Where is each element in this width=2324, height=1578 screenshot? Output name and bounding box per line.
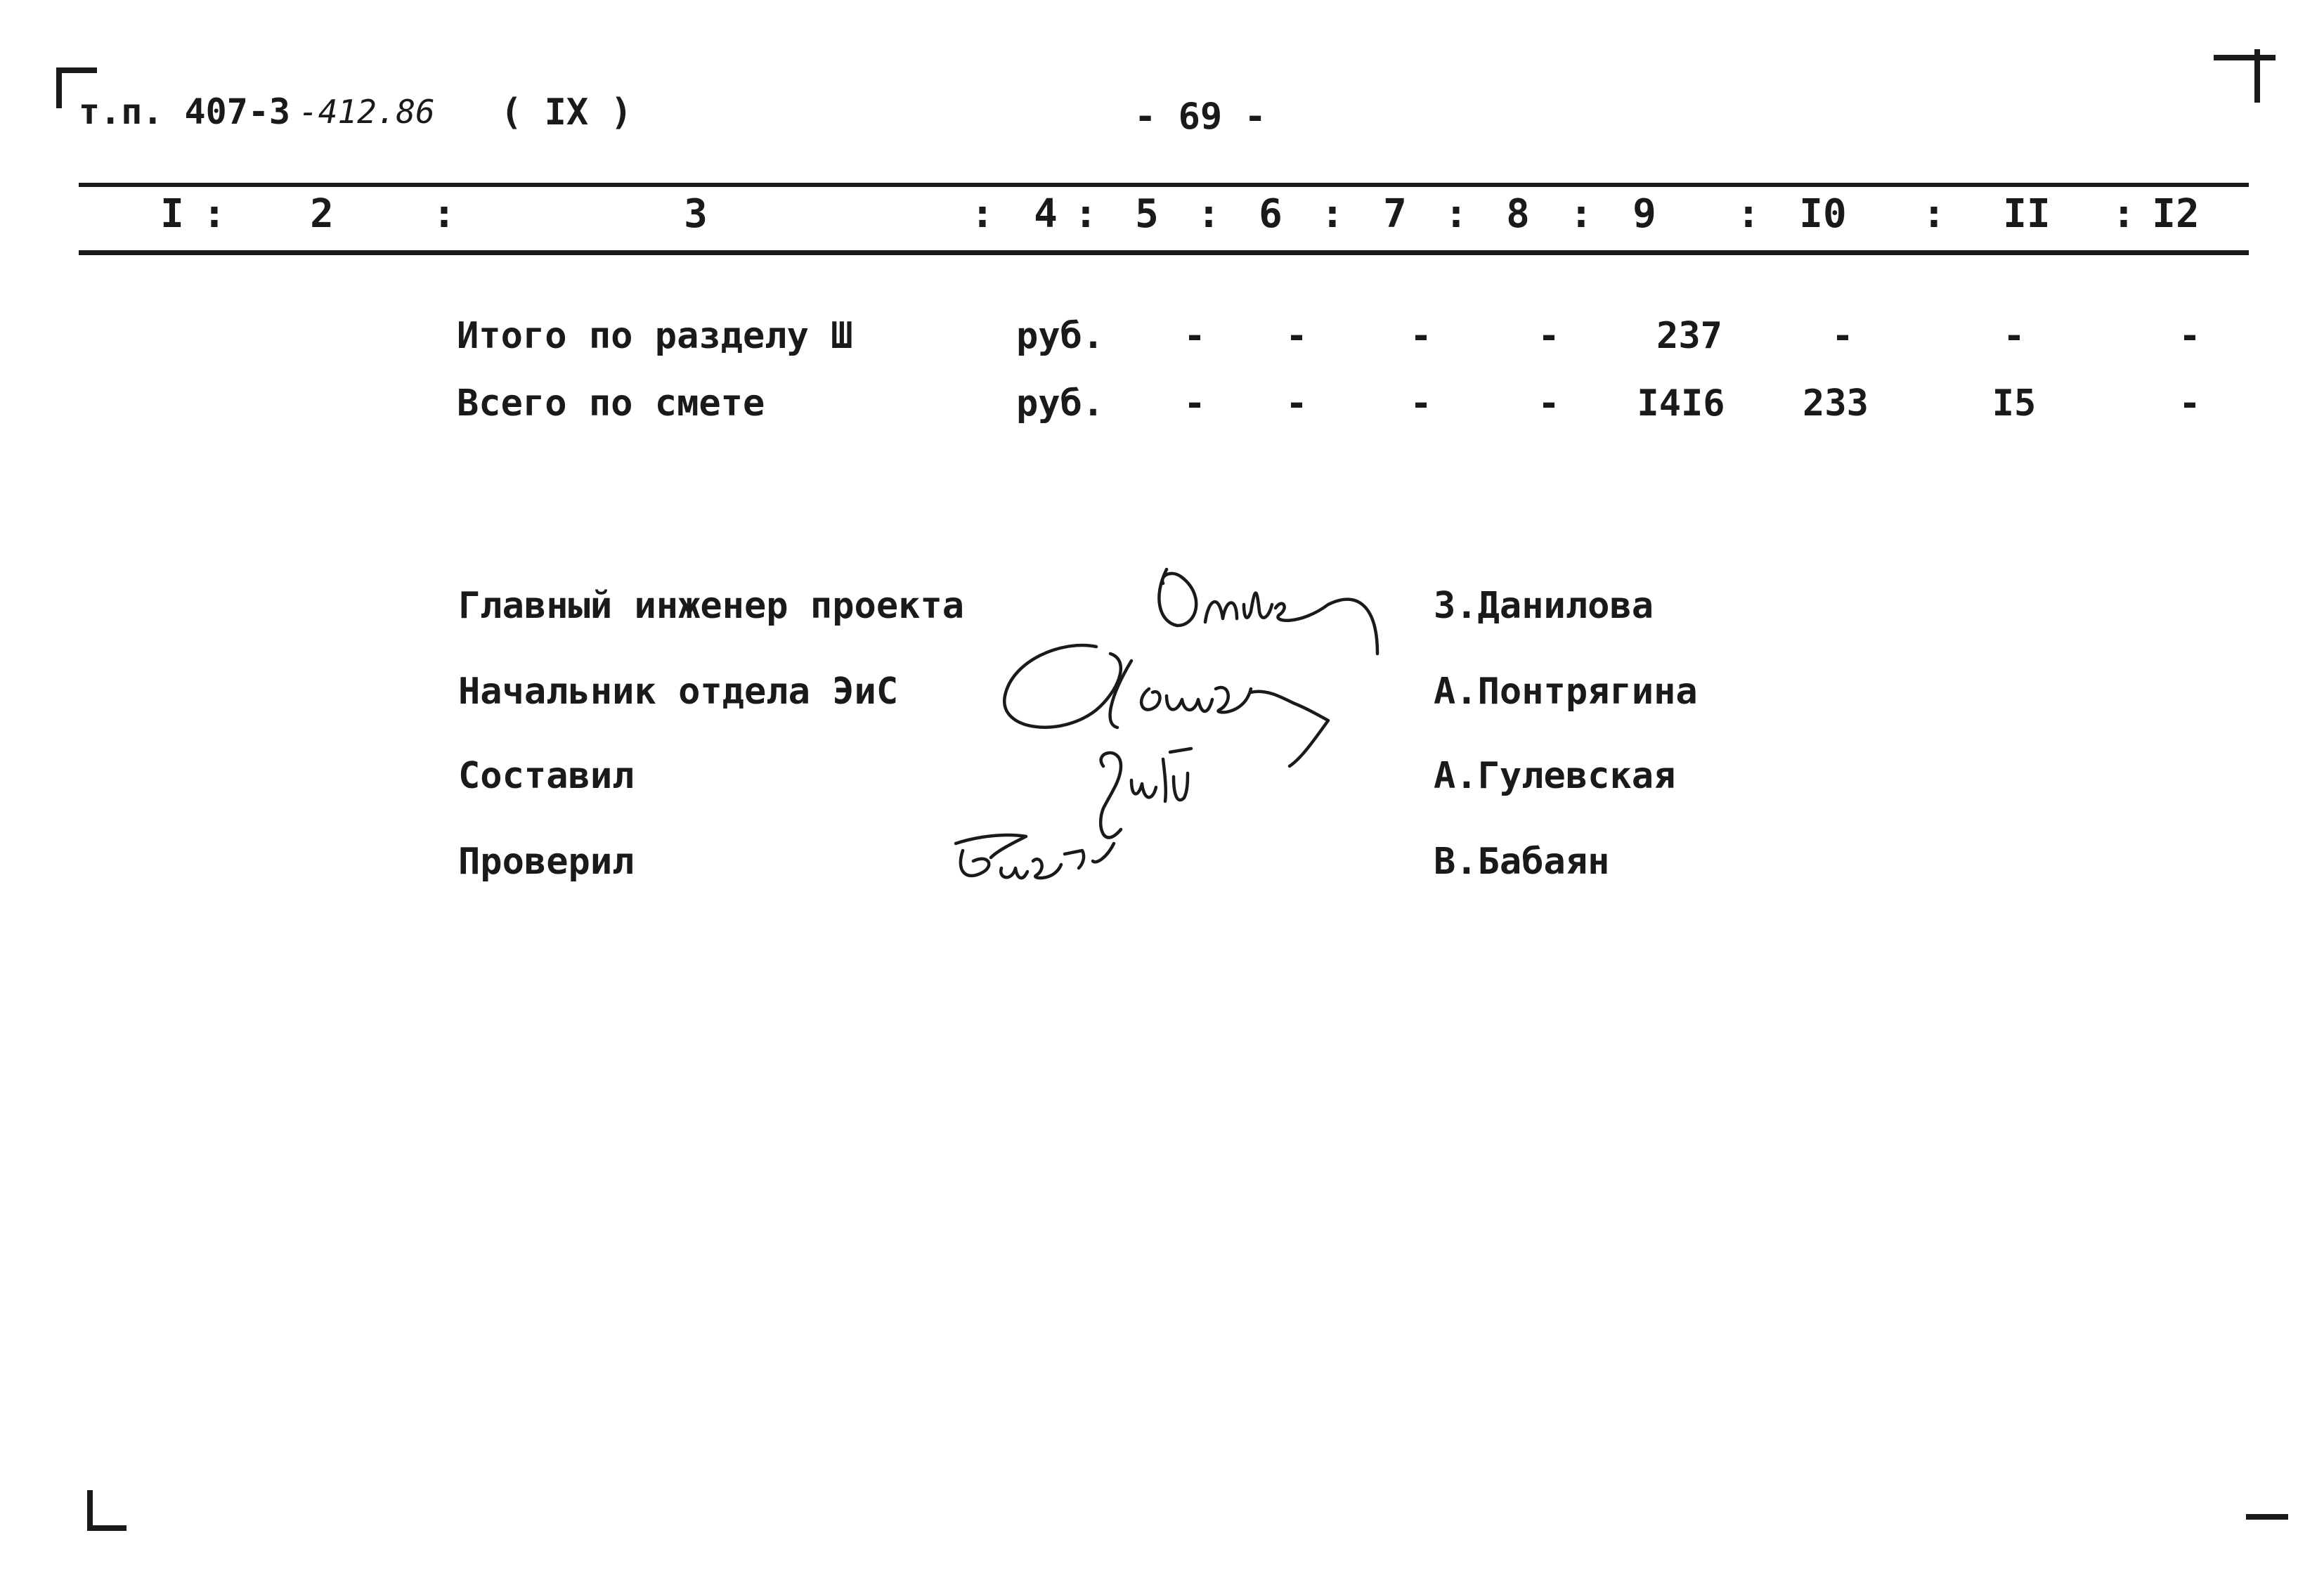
column-header: 5 [1135,191,1159,237]
column-separator: : [1320,191,1344,237]
signature-role: Проверил [458,841,635,883]
signature-role: Начальник отдела ЭиС [458,671,899,713]
table-cell: - [1285,315,1308,357]
column-header: 4 [1034,191,1058,237]
table-cell: - [1183,382,1206,425]
table-top-rule [79,183,2249,187]
table-cell: I5 [1992,382,2037,425]
column-separator: : [1569,191,1593,237]
column-separator: : [1922,191,1946,237]
signature-role: Составил [458,755,635,797]
table-cell: 237 [1656,315,1722,357]
table-cell: - [1410,382,1432,425]
table-cell: - [1410,315,1432,357]
row-label: Итого по разделу Ш [457,315,853,357]
corner-mark-top-right [2214,55,2276,60]
corner-mark-bottom-right [2246,1514,2288,1520]
table-cell: - [1831,315,1854,357]
column-header: II [2003,191,2051,237]
column-separator: : [2112,191,2136,237]
document-code-prefix: т.п. 407-3 [79,91,291,132]
column-header: 2 [310,191,334,237]
column-separator: : [1074,191,1098,237]
table-cell: - [2179,382,2201,425]
signature-name: А.Понтрягина [1434,671,1698,713]
corner-mark-top-left [56,67,97,73]
column-separator: : [971,191,994,237]
document-code-number: -412.86 [299,93,435,131]
section-roman-numeral: ( IX ) [500,91,632,134]
signature-name: З.Данилова [1434,585,1654,627]
column-separator: : [1197,191,1221,237]
table-cell: - [1285,382,1308,425]
table-cell: - [2179,315,2201,357]
signature-role: Главный инженер проекта [458,585,965,627]
corner-mark-top-left [56,67,62,108]
row-unit: руб. [1016,382,1105,425]
table-cell: 233 [1803,382,1869,425]
column-header: 6 [1259,191,1283,237]
table-cell: - [1538,382,1560,425]
corner-mark-top-right [2254,49,2260,103]
page-number: - 69 - [1134,96,1266,138]
table-header-rule [79,250,2249,255]
row-unit: руб. [1016,315,1105,357]
column-header: 7 [1383,191,1407,237]
column-separator: : [1736,191,1760,237]
signature-name: А.Гулевская [1434,755,1676,797]
column-header: 9 [1632,191,1656,237]
column-header: I2 [2152,191,2200,237]
column-header: I0 [1799,191,1847,237]
column-header: 3 [684,191,708,237]
handwritten-signature-babayan [949,822,1110,900]
column-separator: : [1444,191,1468,237]
row-label: Всего по смете [457,382,765,425]
table-cell: - [1183,315,1206,357]
corner-mark-bottom-left [87,1525,126,1531]
column-separator: : [432,191,456,237]
table-cell: - [2003,315,2025,357]
column-separator: : [202,191,226,237]
column-header: 8 [1506,191,1530,237]
table-cell: - [1538,315,1560,357]
column-header: I [160,191,184,237]
table-cell: I4I6 [1637,382,1725,425]
signature-name: В.Бабаян [1434,841,1610,883]
